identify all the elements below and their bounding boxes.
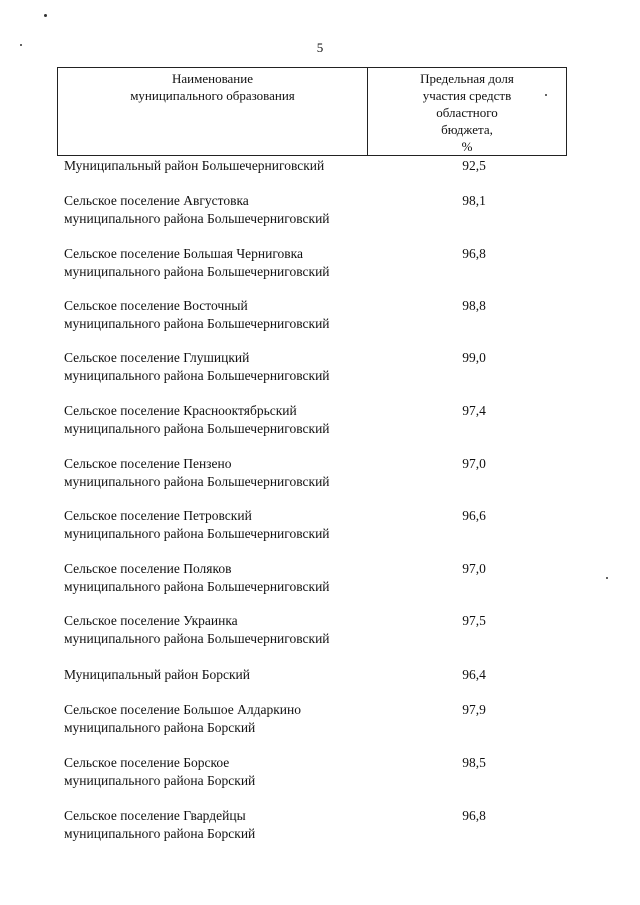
budget-share-value: 96,8: [462, 246, 486, 261]
municipality-name: Сельское поселение Пензено муниципального района Большечерниговский: [64, 456, 330, 489]
budget-share-value: 96,6: [462, 508, 486, 523]
municipality-name: Сельское поселение Большая Черниговка муниципального района Большечерниговский: [64, 246, 330, 279]
scan-speck: [606, 577, 608, 579]
table-header: [57, 67, 567, 156]
budget-share-value: 92,5: [462, 158, 486, 173]
budget-share-value: 96,8: [462, 808, 486, 823]
budget-share-value: 97,5: [462, 613, 486, 628]
municipality-name: Сельское поселение Августовка муниципального района Большечерниговский: [64, 193, 330, 226]
municipality-name: Сельское поселение Петровский муниципального района Большечерниговский: [64, 508, 330, 541]
municipality-name: Муниципальный район Большечерниговский: [64, 158, 325, 173]
municipality-name: Сельское поселение Краснооктябрьский муниципального района Большечерниговский: [64, 403, 330, 436]
budget-share-value: 97,4: [462, 403, 486, 418]
budget-share-value: 99,0: [462, 350, 486, 365]
column-header-name: Наименование муниципального образования: [130, 71, 295, 103]
column-header-share: Предельная доля участия средств областного бюджета, %: [420, 71, 514, 154]
budget-share-value: 97,0: [462, 561, 486, 576]
municipality-name: Муниципальный район Борский: [64, 667, 251, 682]
municipality-name: Сельское поселение Гвардейцы муниципального района Борский: [64, 808, 256, 841]
municipality-name: Сельское поселение Поляков муниципального района Большечерниговский: [64, 561, 330, 594]
budget-share-value: 98,5: [462, 755, 486, 770]
scan-speck: [44, 14, 47, 17]
municipality-name: Сельское поселение Большое Алдаркино муниципального района Борский: [64, 702, 301, 735]
budget-share-value: 98,8: [462, 298, 486, 313]
budget-share-value: 97,0: [462, 456, 486, 471]
municipality-name: Сельское поселение Восточный муниципального района Большечерниговский: [64, 298, 330, 331]
page-number: 5: [316, 40, 324, 55]
municipality-name: Сельское поселение Борское муниципального района Борский: [64, 755, 256, 788]
budget-share-value: 97,9: [462, 702, 486, 717]
municipality-name: Сельское поселение Глушицкий муниципального района Большечерниговский: [64, 350, 330, 383]
budget-share-value: 96,4: [462, 667, 486, 682]
budget-share-value: 98,1: [462, 193, 486, 208]
municipality-name: Сельское поселение Украинка муниципального района Большечерниговский: [64, 613, 330, 646]
